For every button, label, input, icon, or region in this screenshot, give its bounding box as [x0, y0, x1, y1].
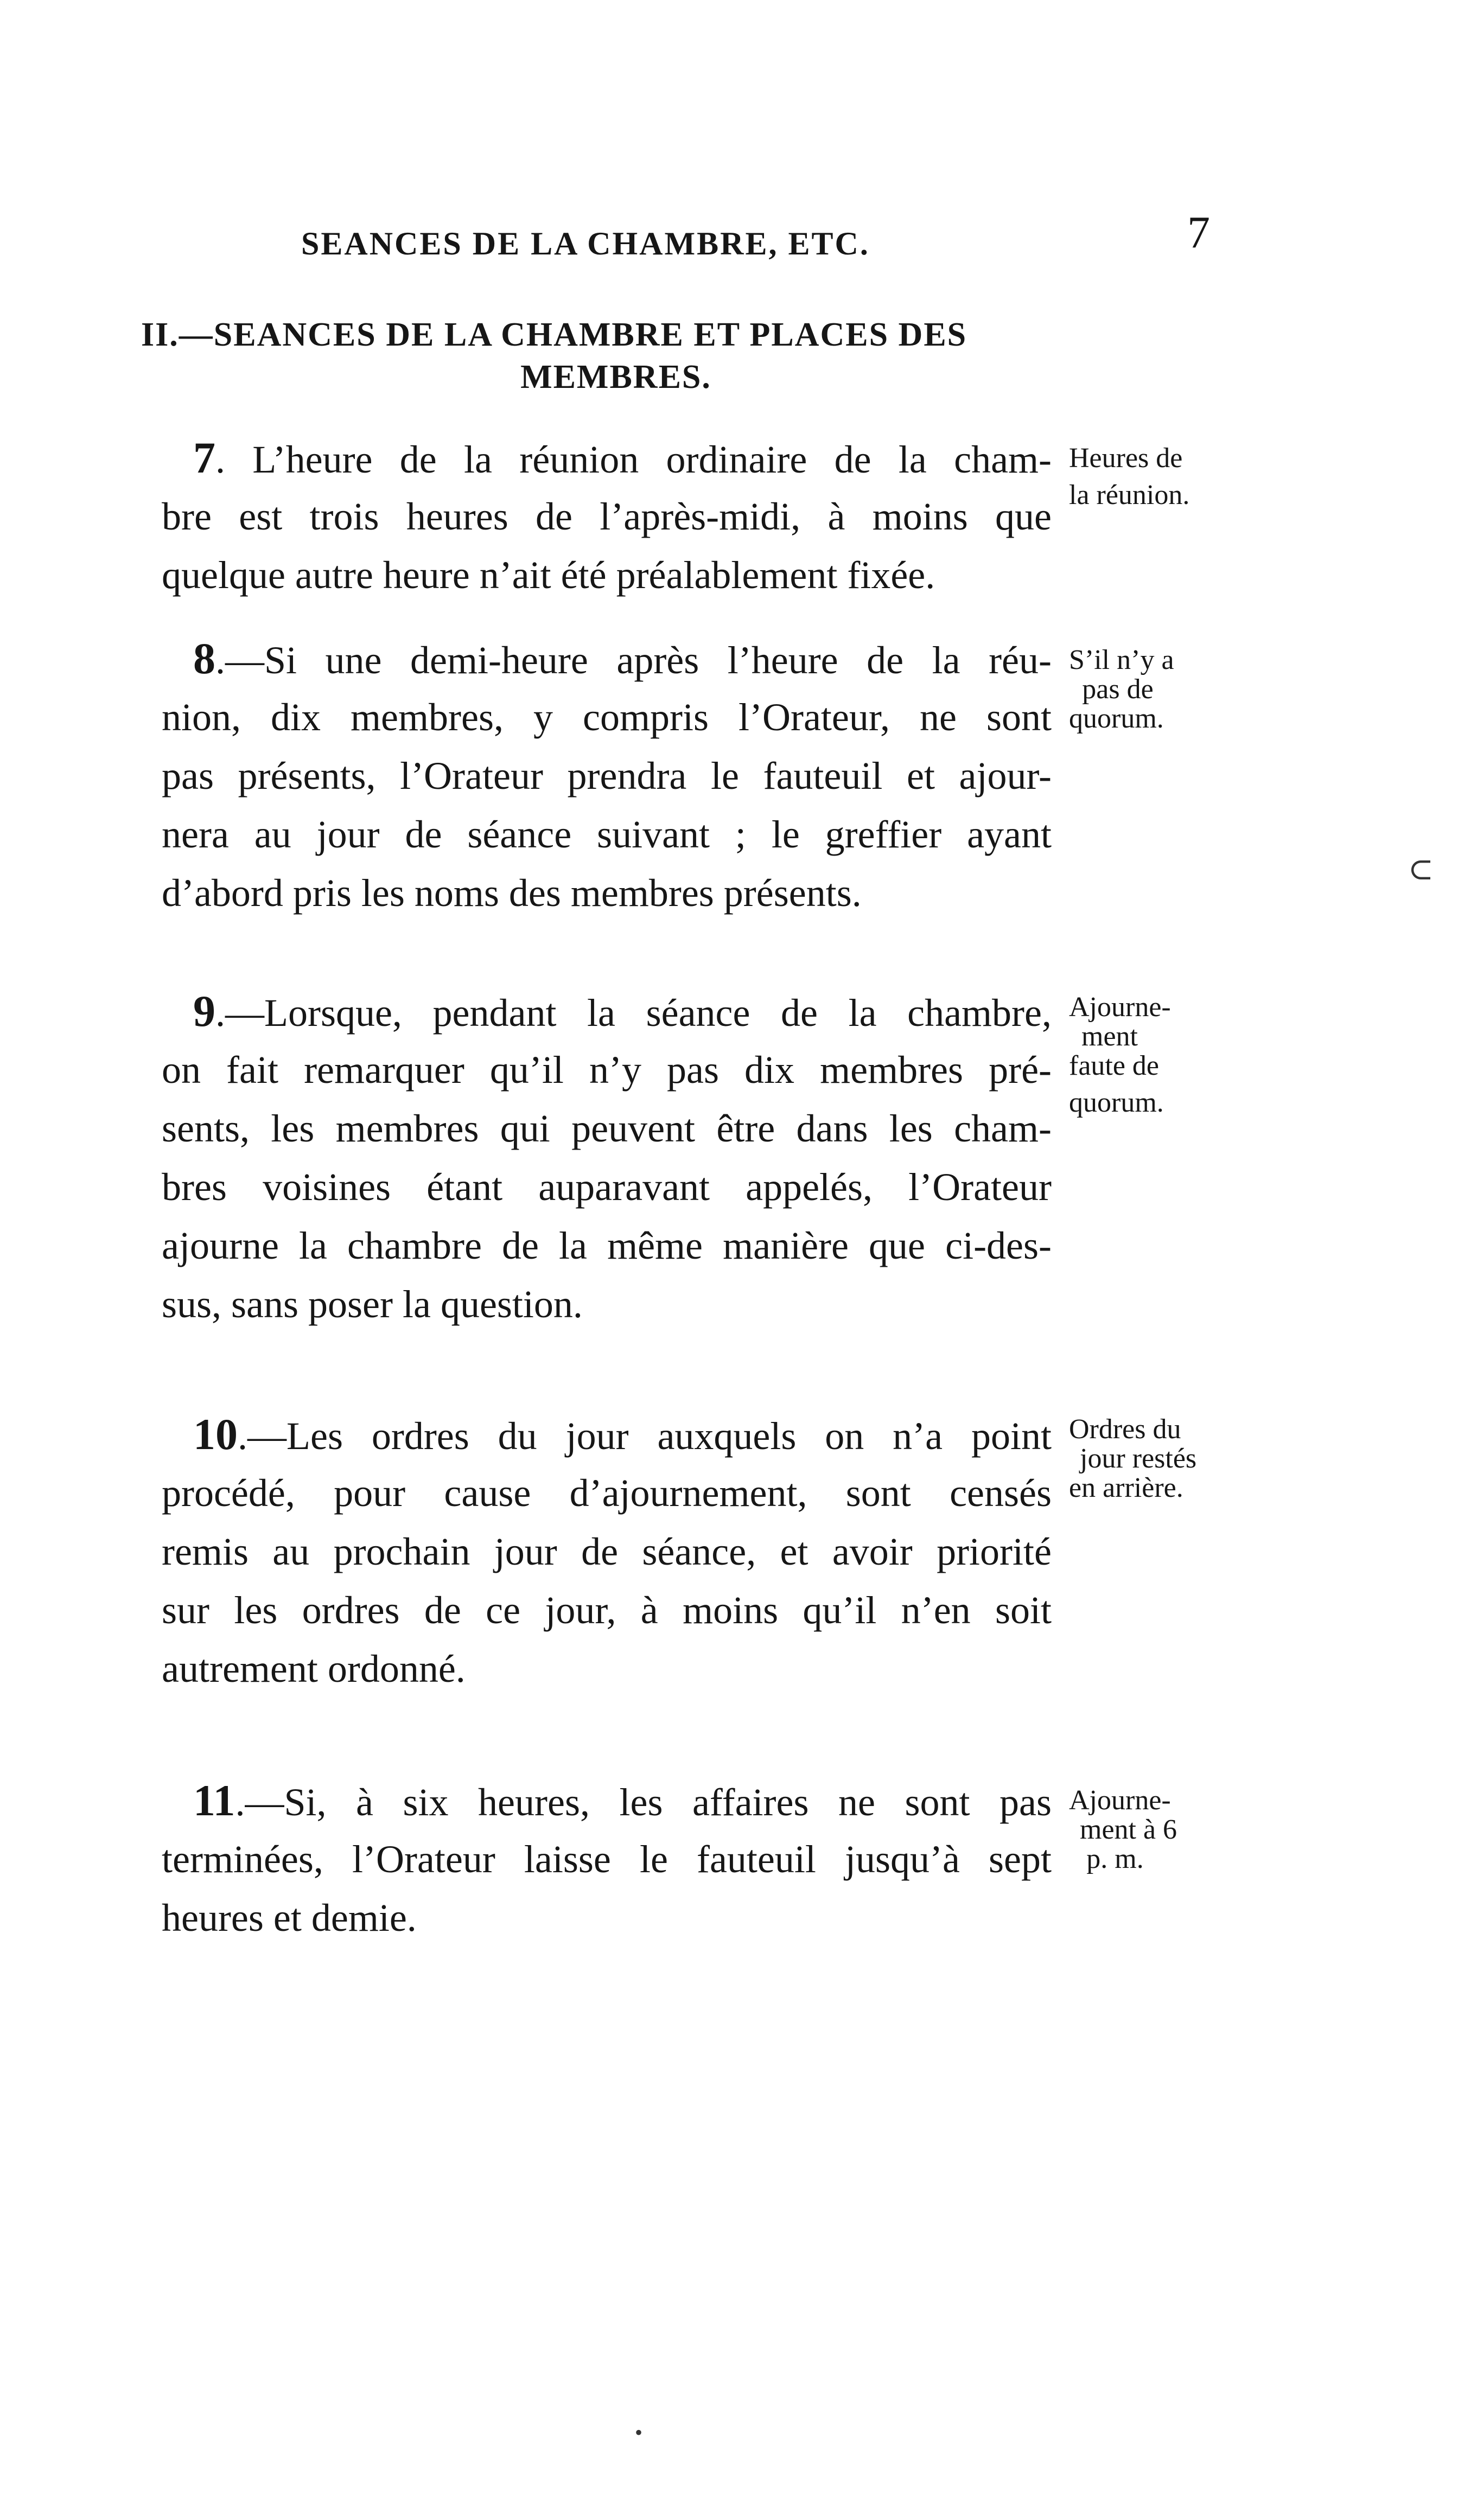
article-number: 8	[193, 634, 215, 683]
article-line-text: .—Si une demi-heure après l’heure de la réu-	[215, 639, 1052, 682]
article-line	[162, 429, 1052, 487]
article-line	[162, 629, 1052, 688]
article-line: sus, sans poser la question.	[162, 1283, 583, 1326]
article-line: remis au prochain jour de séance, et avoir priorité	[162, 1530, 1052, 1573]
page-number: 7	[1187, 207, 1210, 258]
article-line: bre est trois heures de l’après-midi, à moins que	[162, 495, 1052, 538]
article-line: nera au jour de séance suivant ; le greffier ayant	[162, 813, 1052, 856]
margin-note-line: p. m.	[1086, 1843, 1144, 1874]
article-11	[162, 1771, 1052, 1947]
article-number: 7	[193, 433, 215, 482]
margin-note-line: Heures de	[1069, 443, 1183, 474]
article-line: d’abord pris les noms des membres présents.	[162, 871, 862, 915]
article-number: 10	[193, 1409, 238, 1459]
margin-note-line: la réunion.	[1069, 480, 1190, 511]
article-9	[162, 982, 1052, 1334]
article-line: nion, dix membres, y compris l’Orateur, ne sont	[162, 696, 1052, 739]
margin-note-line: Ajourne-	[1069, 992, 1171, 1023]
article-line-text: . L’heure de la réunion ordinaire de la cham-	[215, 438, 1052, 481]
article-line: on fait remarquer qu’il n’y pas dix membres pré-	[162, 1048, 1052, 1092]
margin-note-line: en arrière.	[1069, 1472, 1183, 1503]
article-line: procédé, pour cause d’ajournement, sont censés	[162, 1471, 1052, 1515]
article-number: 11	[193, 1776, 235, 1825]
article-line-text: .—Lorsque, pendant la séance de la chambre,	[215, 991, 1052, 1035]
article-line: heures et demie.	[162, 1896, 417, 1940]
article-line: pas présents, l’Orateur prendra le fauteuil et ajour-	[162, 754, 1052, 798]
article-8	[162, 629, 1052, 922]
stray-mark: •	[635, 2420, 643, 2445]
margin-note-line: quorum.	[1069, 1087, 1164, 1118]
article-line: terminées, l’Orateur laisse le fauteuil jusqu’à sept	[162, 1838, 1052, 1881]
stray-mark: ⊂	[1408, 853, 1434, 886]
margin-note-line: quorum.	[1069, 703, 1164, 734]
margin-note-line: pas de	[1082, 674, 1154, 705]
margin-note-line: ment	[1081, 1021, 1138, 1052]
margin-note-9	[1069, 993, 1248, 1118]
margin-note-line: jour restés	[1080, 1443, 1197, 1474]
article-line	[162, 982, 1052, 1041]
article-line-text: .—Si, à six heures, les affaires ne sont pas	[235, 1781, 1052, 1824]
section-heading-line: II.—SEANCES DE LA CHAMBRE ET PLACES DES	[141, 316, 967, 353]
article-line: ajourne la chambre de la même manière que ci-des-	[162, 1224, 1052, 1267]
margin-note-8	[1069, 646, 1248, 733]
margin-note-line: Ordres du	[1069, 1414, 1181, 1445]
running-head: SEANCES DE LA CHAMBRE, ETC.	[301, 226, 870, 261]
margin-note-line: faute de	[1069, 1050, 1160, 1081]
article-line: bres voisines étant auparavant appelés, l’Orateur	[162, 1165, 1052, 1209]
section-heading-line: MEMBRES.	[520, 359, 711, 395]
article-line: autrement ordonné.	[162, 1647, 466, 1690]
article-line	[162, 1405, 1052, 1464]
article-line	[162, 1771, 1052, 1830]
article-number: 9	[193, 986, 215, 1036]
margin-note-10	[1069, 1415, 1248, 1503]
margin-note-line: ment à 6	[1080, 1814, 1177, 1845]
article-line: sents, les membres qui peuvent être dans les cham-	[162, 1107, 1052, 1150]
article-7	[162, 429, 1052, 604]
article-line: quelque autre heure n’ait été préalablement fixée.	[162, 553, 935, 597]
article-line: sur les ordres de ce jour, à moins qu’il n’en soit	[162, 1588, 1052, 1632]
article-10	[162, 1405, 1052, 1698]
margin-note-line: Ajourne-	[1069, 1785, 1171, 1816]
margin-note-line: S’il n’y a	[1069, 645, 1174, 675]
margin-note-7	[1069, 444, 1248, 510]
margin-note-11	[1069, 1786, 1248, 1874]
section-heading	[141, 314, 1091, 398]
article-line-text: .—Les ordres du jour auxquels on n’a point	[238, 1414, 1052, 1458]
